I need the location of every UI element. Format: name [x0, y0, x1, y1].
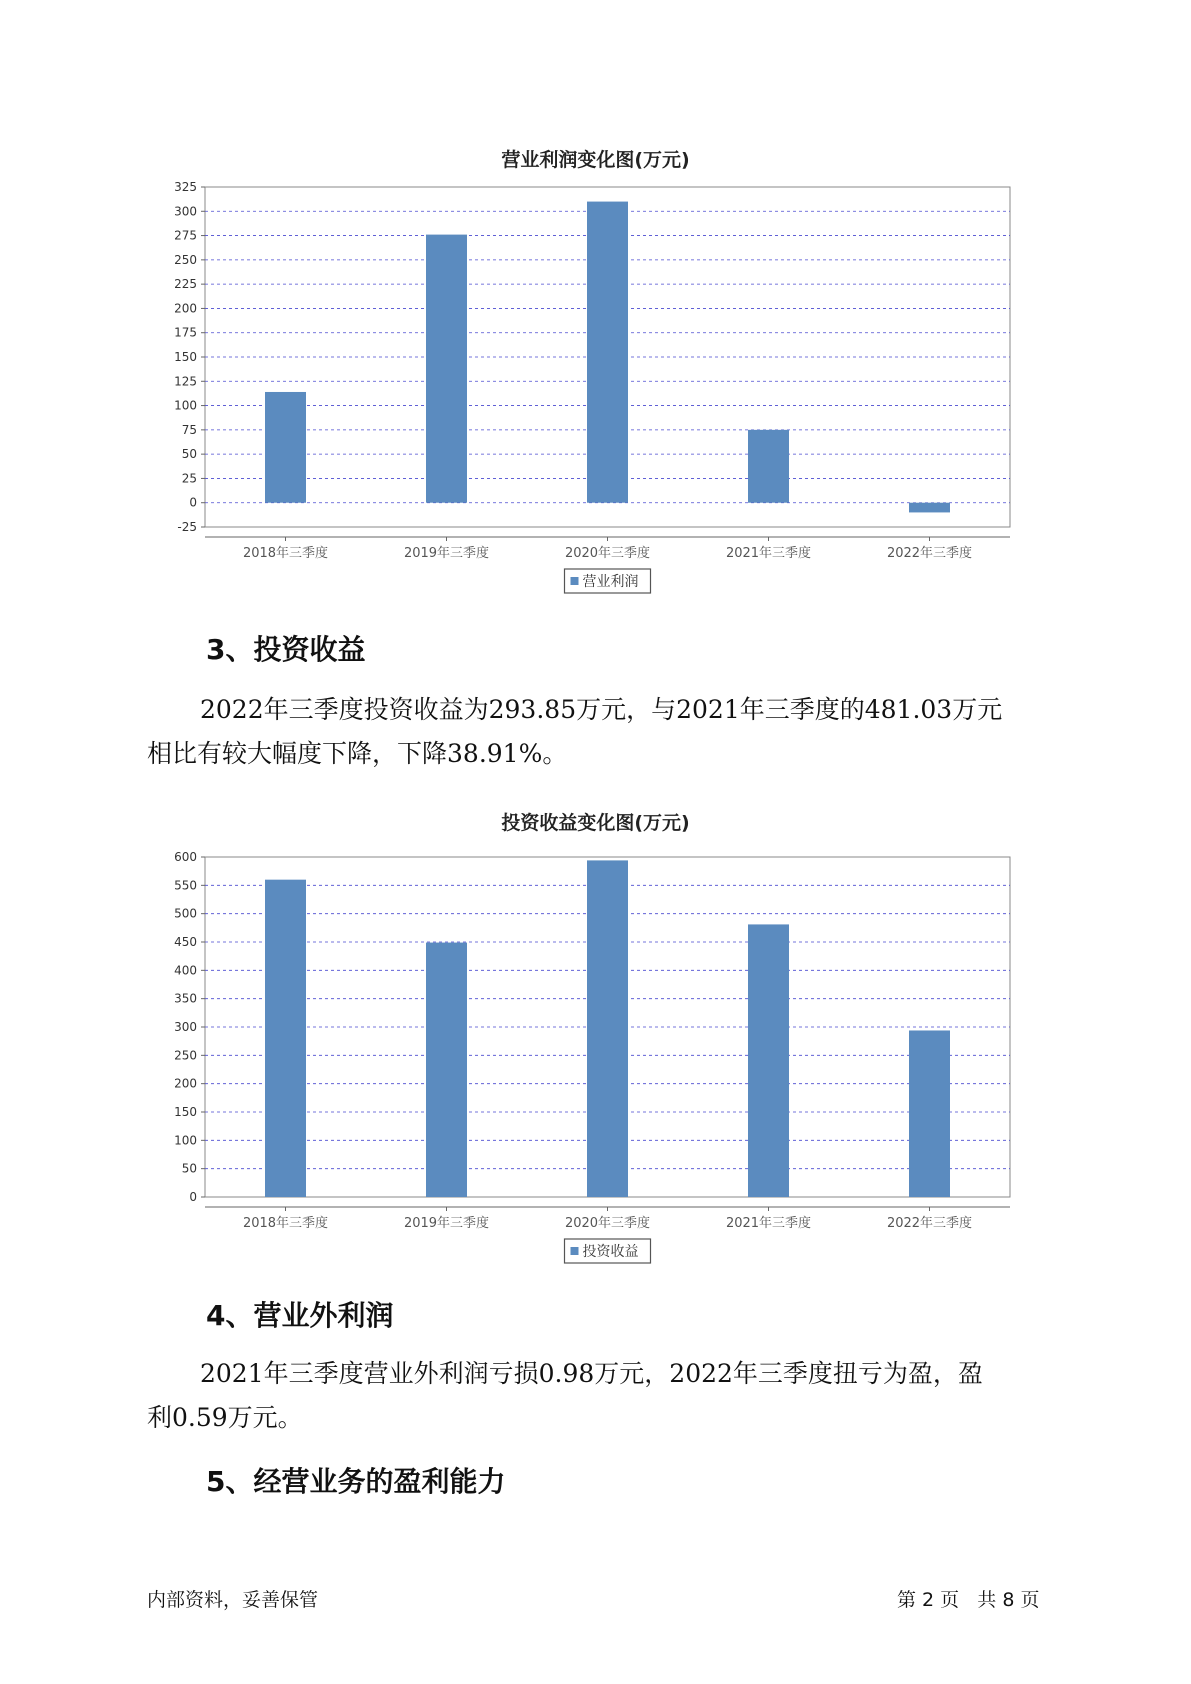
y-tick-label: 250: [174, 252, 197, 267]
y-tick-label: -25: [177, 520, 197, 534]
y-tick-label: 325: [174, 180, 197, 194]
paragraph-line: 2021年三季度营业外利润亏损0.98万元，2022年三季度扭亏为盈，盈: [200, 1359, 983, 1388]
y-tick-label: 175: [174, 325, 197, 340]
y-tick-label: 200: [174, 301, 197, 316]
y-tick-label: 225: [174, 277, 197, 292]
x-tick-label: 2021年三季度: [725, 546, 812, 561]
section-heading-operating-profitability: 5、经营业务的盈利能力: [206, 1465, 506, 1498]
bar: [587, 202, 628, 503]
y-tick-label: 0: [189, 1190, 197, 1204]
bar: [748, 924, 789, 1197]
x-tick-label: 2018年三季度: [242, 546, 329, 561]
y-tick-label: 500: [174, 906, 197, 921]
bar: [748, 430, 789, 503]
bar: [587, 860, 628, 1197]
chart-title-investment-income: 投资收益变化图(万元): [501, 812, 690, 834]
x-tick-label: 2020年三季度: [564, 546, 651, 561]
page-number: 第 2 页 共 8 页: [897, 1589, 1040, 1611]
x-tick-label: 2019年三季度: [403, 1216, 490, 1231]
y-tick-label: 400: [174, 963, 197, 978]
chart-title-operating-profit: 营业利润变化图(万元): [501, 149, 690, 171]
y-tick-label: 600: [174, 850, 197, 864]
legend-label: 营业利润: [582, 574, 639, 590]
y-tick-label: 0: [189, 495, 197, 510]
x-tick-label: 2022年三季度: [886, 1216, 973, 1231]
paragraph-line: 相比有较大幅度下降，下降38.91%。: [147, 739, 568, 768]
y-tick-label: 275: [174, 228, 197, 243]
y-tick-label: 125: [174, 374, 197, 389]
bar: [265, 392, 306, 503]
section-heading-non-operating-profit: 4、营业外利润: [206, 1299, 394, 1332]
y-tick-label: 100: [174, 1133, 197, 1148]
x-tick-label: 2018年三季度: [242, 1216, 329, 1231]
paragraph-investment-income: [147, 688, 1047, 776]
legend-label: 投资收益: [582, 1244, 639, 1260]
y-tick-label: 150: [174, 1105, 197, 1119]
investment-income-chart: [160, 845, 1020, 1265]
y-tick-label: 50: [181, 447, 197, 462]
y-tick-label: 350: [174, 991, 197, 1006]
bar: [426, 943, 467, 1197]
bar: [909, 1030, 950, 1197]
y-tick-label: 300: [174, 1020, 197, 1034]
paragraph-line: 利0.59万元。: [147, 1403, 303, 1432]
x-tick-label: 2020年三季度: [564, 1216, 651, 1231]
bar: [265, 880, 306, 1197]
paragraph-line: 2022年三季度投资收益为293.85万元，与2021年三季度的481.03万元: [200, 695, 1003, 724]
y-tick-label: 75: [181, 422, 197, 437]
y-tick-label: 25: [181, 471, 197, 486]
bar: [909, 503, 950, 513]
footer-confidential-note: 内部资料，妥善保管: [147, 1589, 319, 1611]
x-tick-label: 2019年三季度: [403, 546, 490, 561]
y-tick-label: 450: [174, 935, 197, 949]
y-tick-label: 550: [174, 878, 197, 893]
y-tick-label: 150: [174, 350, 197, 364]
section-heading-investment-income: 3、投资收益: [206, 633, 366, 666]
y-tick-label: 200: [174, 1076, 197, 1091]
y-tick-label: 50: [181, 1161, 197, 1176]
bar: [426, 235, 467, 503]
legend-swatch: [571, 1247, 579, 1255]
legend-swatch: [571, 577, 579, 585]
x-tick-label: 2022年三季度: [886, 546, 973, 561]
operating-profit-chart: [160, 175, 1020, 595]
y-tick-label: 300: [174, 204, 197, 219]
paragraph-non-operating-profit: [147, 1352, 1047, 1440]
y-tick-label: 100: [174, 398, 197, 413]
x-tick-label: 2021年三季度: [725, 1216, 812, 1231]
y-tick-label: 250: [174, 1048, 197, 1063]
